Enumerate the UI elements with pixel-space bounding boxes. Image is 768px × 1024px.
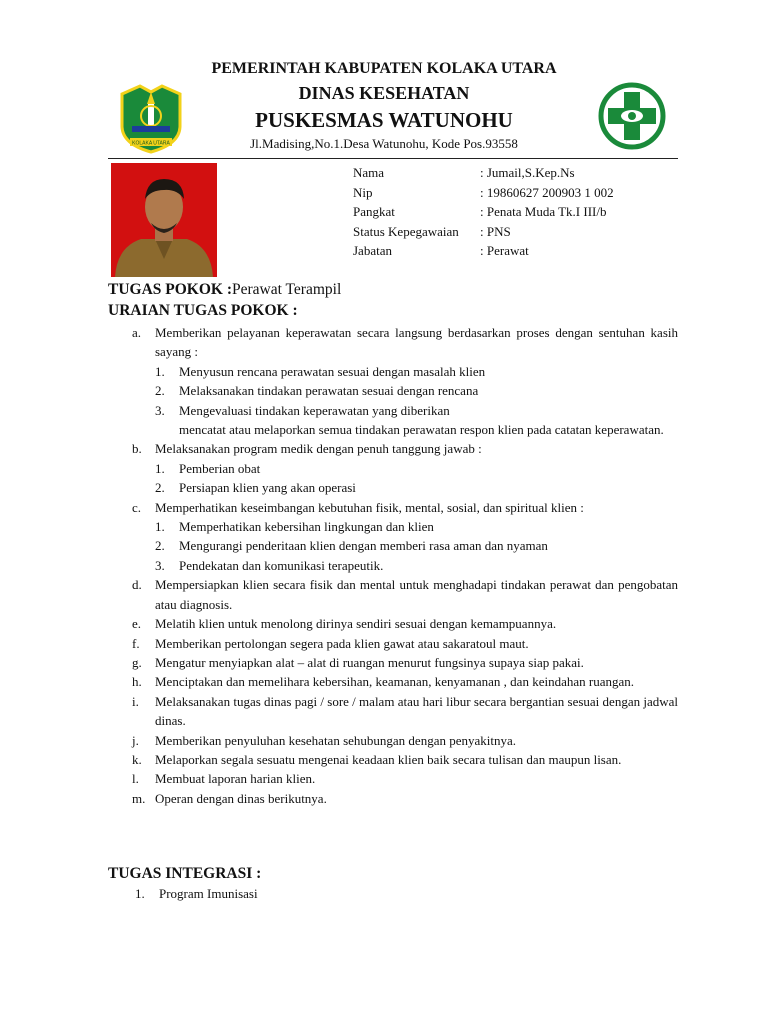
list-item — [108, 439, 678, 458]
info-label: Jabatan — [353, 243, 392, 258]
item-text: Melaporkan segala sesuatu mengenai keadaan klien baik secara tulisan dan maupun lisan. — [155, 751, 622, 767]
item-text: Operan dengan dinas berikutnya. — [155, 790, 327, 806]
info-row — [353, 163, 614, 183]
item-text: Memberikan pertolongan segera pada klien gawat atau sakaratoul maut. — [155, 635, 529, 651]
item-label: e. — [132, 616, 142, 632]
sub-text: Menyusun rencana perawatan sesuai dengan masalah klien — [179, 363, 486, 379]
info-row — [353, 183, 614, 203]
sub-number: 3. — [155, 402, 165, 418]
item-label: h. — [132, 674, 142, 690]
list-item — [108, 769, 678, 788]
item-text: Melaksanakan program medik dengan penuh tanggung jawab : — [155, 441, 482, 457]
item-label: a. — [132, 325, 142, 340]
info-value: : Jumail,S.Kep.Ns — [480, 165, 575, 180]
header-government: PEMERINTAH KABUPATEN KOLAKA UTARA — [211, 60, 557, 77]
list-item — [108, 634, 678, 653]
list-item — [108, 672, 678, 691]
profile-photo — [111, 163, 217, 277]
info-label: Status Kepegawaian — [353, 223, 459, 239]
item-label: c. — [132, 499, 142, 515]
sub-text: Melaksanakan tindakan perawatan sesuai dengan rencana — [179, 383, 479, 399]
item-text: Memperhatikan keseimbangan kebutuhan fisik, mental, sosial, dan spiritual klien : — [155, 499, 584, 515]
tugas-pokok-label: TUGAS POKOK : — [108, 281, 233, 298]
integrasi-heading — [108, 864, 261, 884]
item-text: Memberikan penyuluhan kesehatan sehubungan dengan penyakitnya. — [155, 732, 516, 748]
list-item — [108, 884, 258, 904]
item-label: i. — [132, 693, 139, 709]
item-label: g. — [132, 654, 142, 670]
item-text: Menciptakan dan memelihara kebersihan, keamanan, kenyamanan , dan keindahan ruangan. — [155, 674, 634, 690]
item-text: Melaksanakan tugas dinas pagi / sore / malam atau hari libur secara bergantian sesuai dengan jadwal dinas. — [155, 693, 678, 729]
integrasi-title: TUGAS INTEGRASI : — [108, 865, 262, 882]
sub-text: Mengurangi penderitaan klien dengan memberi rasa aman dan nyaman — [179, 538, 548, 554]
sub-text: Memperhatikan kebersihan lingkungan dan klien — [179, 519, 434, 535]
tugas-pokok-heading — [108, 280, 341, 300]
list-item — [108, 653, 678, 672]
duty-list — [108, 323, 678, 808]
item-text: Melatih klien untuk menolong dirinya sendiri sesuai dengan kemampuannya. — [155, 616, 557, 632]
info-value: : PNS — [480, 223, 511, 239]
sub-number: 1. — [155, 460, 165, 476]
integrasi-number: 1. — [135, 886, 145, 901]
sub-item — [108, 556, 678, 575]
item-text: Mempersiapkan klien secara fisik dan mental untuk menghadapi tindakan perawat dan pengobatan atau diagnosis. — [155, 577, 678, 612]
uraian-title: URAIAN TUGAS POKOK : — [108, 302, 298, 319]
sub-text: Pemberian obat — [179, 460, 261, 476]
info-value: : 19860627 200903 1 002 — [480, 184, 614, 200]
list-item — [108, 731, 678, 750]
item-label: l. — [132, 771, 139, 787]
info-row — [353, 202, 614, 222]
header-divider — [108, 158, 678, 159]
item-label: j. — [132, 732, 139, 748]
sub-number: 1. — [155, 363, 165, 379]
item-text: Membuat laporan harian klien. — [155, 771, 316, 787]
list-item — [108, 692, 678, 731]
employee-info — [353, 163, 614, 261]
sub-continuation: mencatat atau melaporkan semua tindakan perawatan respon klien pada catatan keperawatan. — [179, 422, 664, 438]
info-row — [353, 222, 614, 242]
list-item — [108, 575, 678, 614]
sub-item — [108, 536, 678, 555]
list-item — [108, 789, 678, 808]
sub-item — [108, 478, 678, 497]
sub-number: 2. — [155, 480, 165, 496]
sub-number: 3. — [155, 557, 165, 573]
sub-item — [108, 401, 678, 420]
sub-text: Mengevaluasi tindakan keperawatan yang diberikan — [179, 402, 450, 418]
list-item — [108, 614, 678, 633]
tugas-pokok-value: Perawat Terampil — [232, 281, 342, 298]
list-item — [108, 750, 678, 769]
sub-item — [108, 381, 678, 400]
sub-text: Pendekatan dan komunikasi terapeutik. — [179, 557, 384, 573]
sub-number: 2. — [155, 538, 165, 554]
sub-number: 2. — [155, 383, 165, 399]
info-value: : Penata Muda Tk.I III/b — [480, 204, 607, 219]
sub-item — [108, 459, 678, 478]
item-label: d. — [132, 577, 142, 593]
integrasi-list — [108, 884, 258, 904]
sub-text: Persiapan klien yang akan operasi — [179, 480, 356, 496]
item-label: m. — [132, 790, 146, 806]
info-value: : Perawat — [480, 243, 529, 258]
item-label: f. — [132, 635, 140, 651]
info-label: Nip — [353, 184, 373, 200]
list-item — [108, 498, 678, 517]
item-label: b. — [132, 441, 142, 457]
list-item — [108, 323, 678, 362]
item-label: k. — [132, 751, 142, 767]
regency-emblem-logo — [116, 82, 186, 154]
header-department: DINAS KESEHATAN — [298, 83, 470, 103]
integrasi-text: Program Imunisasi — [159, 886, 258, 901]
sub-number: 1. — [155, 519, 165, 535]
header-clinic: PUSKESMAS WATUNOHU — [255, 108, 513, 132]
item-text: Mengatur menyiapkan alat – alat di ruangan menurut fungsinya supaya siap pakai. — [155, 654, 584, 670]
sub-item — [108, 362, 678, 381]
info-label: Nama — [353, 165, 385, 180]
info-row — [353, 241, 614, 261]
info-label: Pangkat — [353, 204, 395, 219]
sub-item — [108, 517, 678, 536]
uraian-heading — [108, 301, 298, 321]
item-text: Memberikan pelayanan keperawatan secara langsung berdasarkan proses dengan sentuhan kasih sayang : — [155, 325, 678, 360]
puskesmas-logo — [597, 80, 667, 152]
header-address: Jl.Madising,No.1.Desa Watunohu, Kode Pos.93558 — [250, 136, 518, 151]
logo-banner-text: KOLAKA UTARA — [132, 140, 170, 147]
